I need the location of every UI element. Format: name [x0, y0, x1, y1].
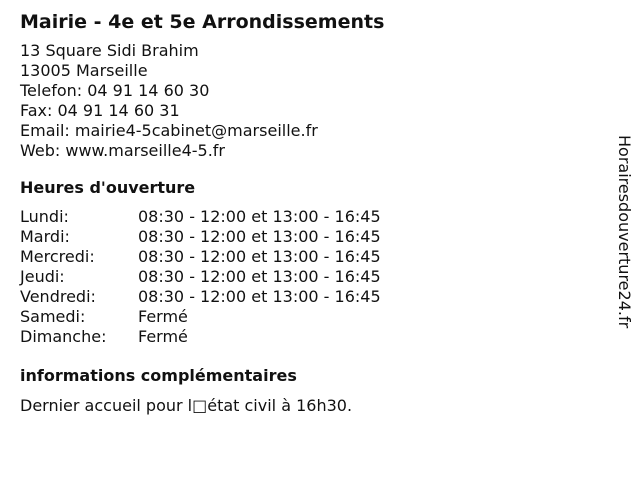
hours-value: 08:30 - 12:00 et 13:00 - 16:45	[138, 247, 381, 266]
hours-row-friday	[20, 287, 600, 307]
info-text: Dernier accueil pour l□état civil à 16h30.	[20, 396, 353, 415]
info-heading: informations complémentaires	[20, 366, 297, 385]
hours-value: 08:30 - 12:00 et 13:00 - 16:45	[138, 207, 381, 226]
fax-number: Fax: 04 91 14 60 31	[20, 101, 180, 120]
hours-value: Fermé	[138, 307, 188, 326]
hours-table	[20, 207, 600, 347]
hours-row-wednesday	[20, 247, 600, 267]
city-address: 13005 Marseille	[20, 61, 148, 80]
day-label: Mercredi:	[20, 247, 95, 266]
day-label: Jeudi:	[20, 267, 65, 286]
hours-row-monday	[20, 207, 600, 227]
hours-row-saturday	[20, 307, 600, 327]
day-label: Lundi:	[20, 207, 69, 226]
hours-row-thursday	[20, 267, 600, 287]
page-title: Mairie - 4e et 5e Arrondissements	[20, 11, 385, 33]
opening-hours-card	[20, 10, 600, 416]
website-address: Web: www.marseille4-5.fr	[20, 141, 225, 160]
watermark-site-label: Horairesdouverture24.fr	[615, 135, 634, 329]
day-label: Mardi:	[20, 227, 70, 246]
hours-value: Fermé	[138, 327, 188, 346]
day-label: Vendredi:	[20, 287, 96, 306]
street-address: 13 Square Sidi Brahim	[20, 41, 199, 60]
day-label: Samedi:	[20, 307, 86, 326]
phone-number: Telefon: 04 91 14 60 30	[20, 81, 210, 100]
hours-value: 08:30 - 12:00 et 13:00 - 16:45	[138, 287, 381, 306]
hours-value: 08:30 - 12:00 et 13:00 - 16:45	[138, 267, 381, 286]
hours-value: 08:30 - 12:00 et 13:00 - 16:45	[138, 227, 381, 246]
hours-heading: Heures d'ouverture	[20, 178, 196, 197]
hours-row-tuesday	[20, 227, 600, 247]
day-label: Dimanche:	[20, 327, 107, 346]
address-block	[20, 41, 600, 161]
hours-row-sunday	[20, 327, 600, 347]
email-address: Email: mairie4-5cabinet@marseille.fr	[20, 121, 318, 140]
